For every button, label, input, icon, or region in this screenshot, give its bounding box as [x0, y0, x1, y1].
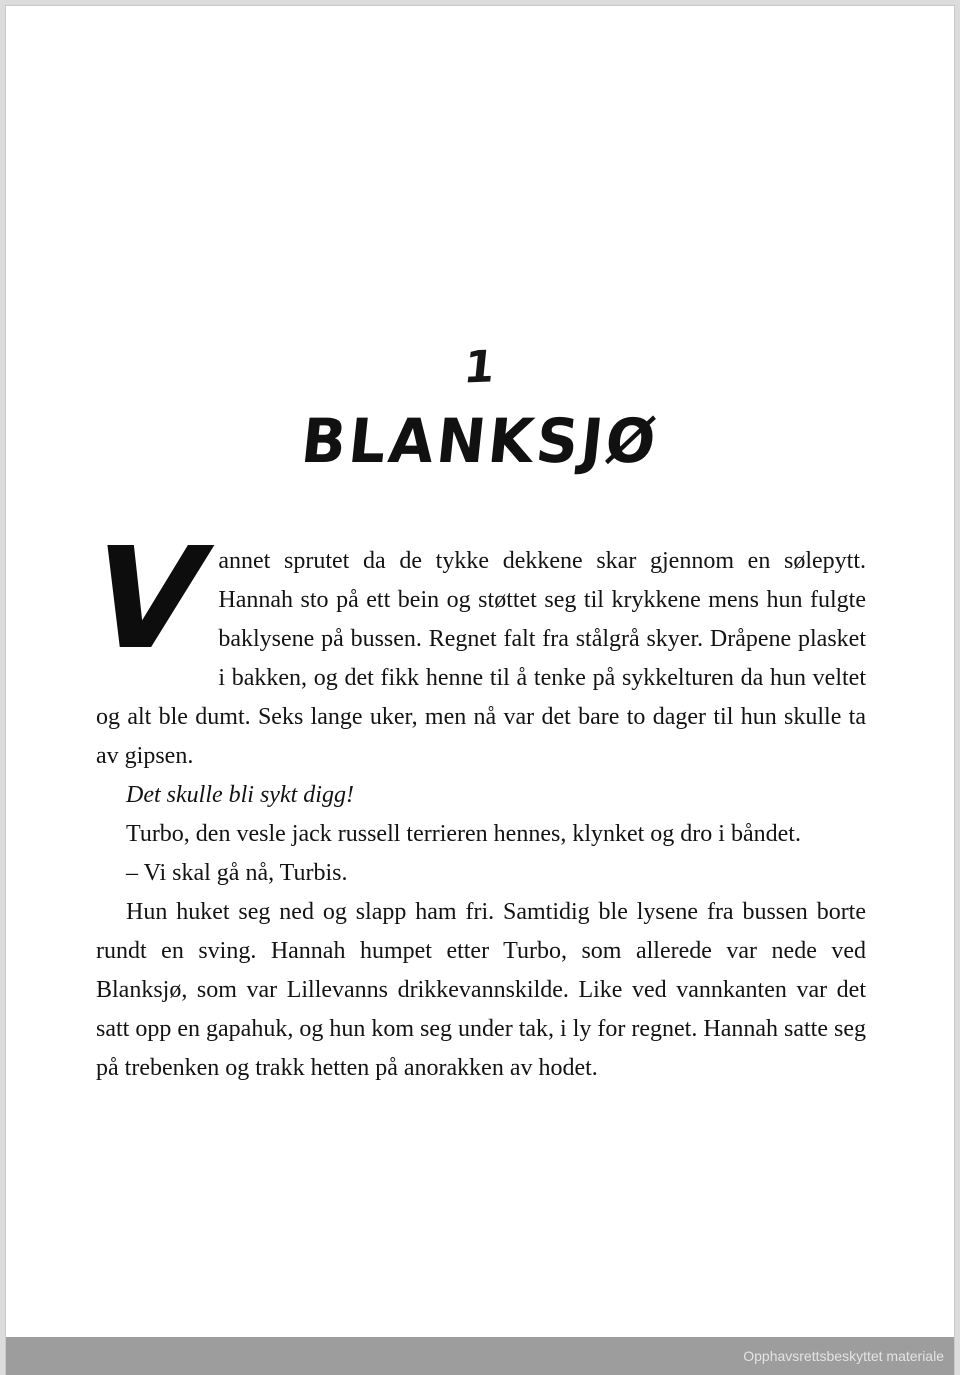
chapter-number: 1 — [460, 341, 500, 394]
body-text — [72, 518, 866, 1088]
footer-bar — [6, 1337, 954, 1375]
paragraph: Hun huket seg ned og slapp ham fri. Samtidig ble lysene fra bussen borte rundt en sving. Hannah humpet etter Turbo, som allerede var nede ved Blanksjø, som var Lillevanns drikkevannskilde. Like ved vannkanten var det satt opp en gapahuk, og hun kom seg under tak, i ly for regnet. Hannah satte seg på trebenken og trakk hetten på anorakken av hodet. — [96, 899, 866, 1081]
paragraph: Turbo, den vesle jack russell terrieren hennes, klynket og dro i båndet. — [126, 821, 801, 847]
paragraph: – Vi skal gå nå, Turbis. — [126, 860, 348, 886]
copyright-notice: Opphavsrettsbeskyttet materiale — [743, 1348, 944, 1364]
paragraph: V annet sprutet da de tykke dekkene skar gjennom en sølepytt. Hannah sto på ett bein og støttet seg til krykkene mens hun fulgte baklysene på bussen. Regnet falt fra stålgrå skyer. Dråpene plasket i bakken, og det fikk henne til å tenke på sykkelturen da hun veltet og alt ble dumt. Seks lange uker, men nå var det bare to dager til hun skulle ta av gipsen. — [72, 518, 866, 769]
chapter-title: BLANKSJØ — [298, 405, 662, 477]
paragraph: Det skulle bli sykt digg! — [126, 782, 354, 808]
chapter-heading — [6, 6, 954, 477]
book-page — [5, 5, 955, 1375]
drop-cap: V — [72, 518, 222, 681]
